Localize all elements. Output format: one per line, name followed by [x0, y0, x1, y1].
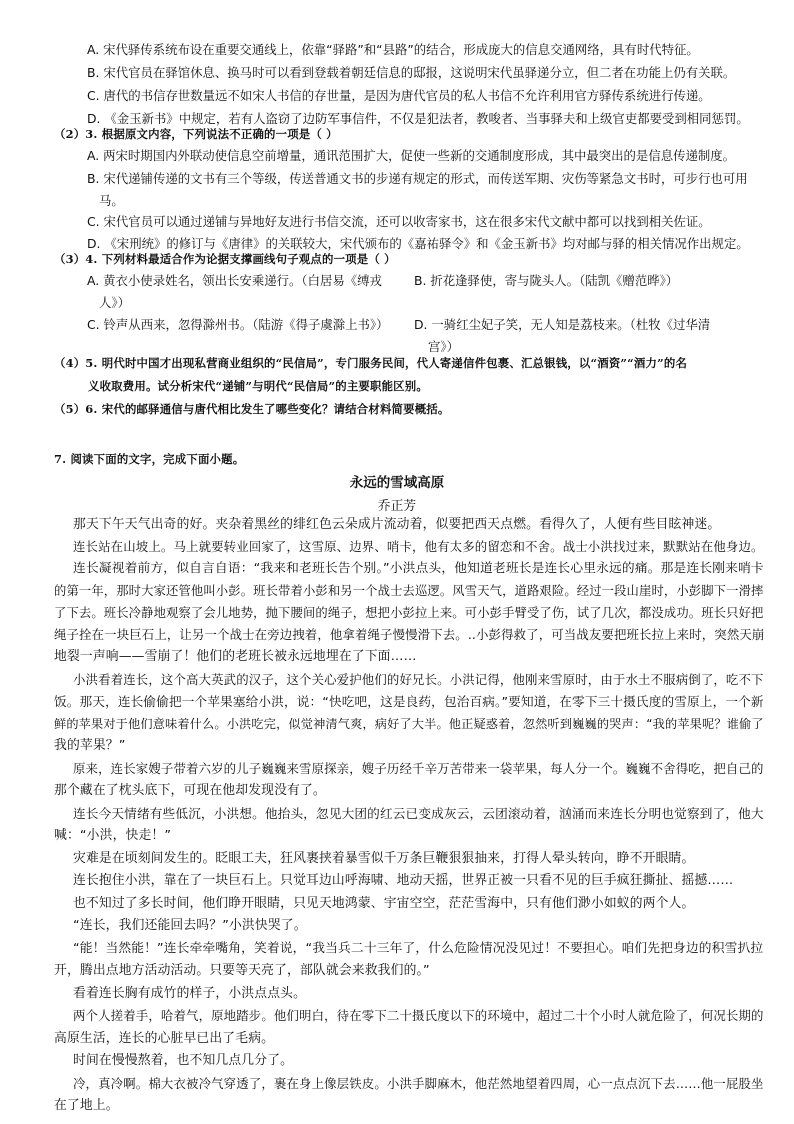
q6-1-option-c: C. 唐代的书信存世数量远不如宋人书信的存世量，是因为唐代官员的私人书信不允许利用官方驿传系统进行传递。 [87, 88, 711, 103]
story-line: 小洪看着连长，这个高大英武的汉子，这个关心爱护他们的好兄长。小洪记得，他刚来雪原时，由于水土不服病倒了，吃不下 [73, 672, 764, 687]
story-line: 那个藏在了枕头底下，可现在他却发现没有了。 [54, 783, 326, 798]
story-line: 时间在慢慢熬着，也不知几点几分了。 [73, 1053, 294, 1068]
story-line: 连长凝视着前方，似自言自语：“我来和老班长告个别。”小洪点头，他知道老班长是连长心里永远的痛。那是连长刚来哨卡 [73, 561, 764, 576]
story-line: 连长抱住小洪，靠在了一块巨石上。只觉耳边山呼海啸、地动天摇，世界正被一只看不见的巨手疯狂撕扯、摇撼…… [73, 873, 734, 888]
q6-2-option-b-cont: 马。 [99, 193, 124, 208]
story-line: “能！当然能！”连长牵牵嘴角，笑着说，“我当兵二十三年了，什么危险情况没见过！不要担心。咱们先把身边的积雪扒拉 [73, 941, 764, 956]
story-line: 原来，连长家嫂子带着六岁的儿子巍巍来雪原探亲，嫂子历经千辛万苦带来一袋苹果，每人分一个。巍巍不舍得吃，把自己的 [73, 761, 764, 776]
story-line: 地裂一声响——雪崩了！他们的老班长被永远地埋在了下面…… [54, 649, 417, 664]
story-line: 两个人搓着手，哈着气，原地踏步。他们明白，待在零下二十摄氏度以下的环境中，超过二十个小时人就危险了，何况长期的 [73, 1008, 764, 1023]
q6-2-option-d: D. 《宋刑统》的修订与《唐律》的关联较大，宋代颁布的《嘉祐驿令》和《金玉新书》均对邮与驿的相关情况作出规定。 [87, 236, 749, 251]
story-line: 灾难是在顷刻间发生的。眨眼工夫，狂风裹挟着暴雪似千万条巨鞭狠狠抽来，打得人晕头转向，睁不开眼睛。 [73, 851, 695, 866]
q6-4-line-2: 义收取费用。试分析宋代“递铺”与明代“民信局”的主要职能区别。 [88, 379, 428, 393]
q6-1-option-d: D. 《金玉新书》中规定，若有人盗窃了边防军事信件，不仅是犯法者，教唆者、当事驿夫和上级官吏都要受到相同惩罚。 [87, 111, 749, 126]
story-line: 看着连长胸有成竹的样子，小洪点点头。 [73, 986, 307, 1001]
story-line: 饭。那天，连长偷偷把一个苹果塞给小洪，说：“快吃吧，这是良药，包治百病。”要知道，在零下三十摄氏度的雪原上，一个新 [54, 694, 764, 709]
q6-5-stem: （5）6. 宋代的邮驿通信与唐代相比发生了哪些变化？请结合材料简要概括。 [54, 402, 450, 416]
q6-2-option-b: B. 宋代递铺传递的文书有三个等级，传送普通文书的步递有规定的形式，而传送军期、灾伤等紧急文书时，可步行也可用 [87, 171, 748, 186]
story-line: 连长今天情绪有些低沉，小洪想。他抬头，忽见大团的红云已变成灰云，云团滚动着，汹涌而来连长分明也觉察到了，他大 [73, 806, 764, 821]
story-line: 在了地上。 [54, 1098, 119, 1113]
story-line: 那天下午天气出奇的好。夹杂着黑丝的绯红色云朵成片流动着，似要把西天点燃。看得久了，人便有些目眩神迷。 [73, 517, 721, 532]
story-line: 也不知过了多长时间，他们睁开眼睛，只见天地鸿蒙、宇宙空空，茫茫雪海中，只有他们渺小如蚁的两个人。 [73, 896, 695, 911]
q6-2-option-a: A. 两宋时期国内外联动使信息空前增量，通讯范围扩大，促使一些新的交通制度形成，其中最突出的是信息传递制度。 [87, 148, 736, 163]
q6-1-option-b: B. 宋代官员在驿馆休息、换马时可以看到登载着朝廷信息的邸报，这说明宋代虽驿递分立，但二者在功能上仍有关联。 [87, 65, 736, 80]
q6-3-option-d-cont: 宫》） [428, 339, 459, 354]
story-line: 开，腾出点地方活动活动。只要等天亮了，部队就会来救我们的。” [54, 963, 430, 978]
q6-2-option-c: C. 宋代官员可以通过递铺与异地好友进行书信交流，还可以收寄家书，这在很多宋代文献中都可以找到相关佐证。 [87, 214, 711, 229]
q7-stem: 7. 阅读下面的文字，完成下面小题。 [54, 452, 245, 466]
story-line: 连长站在山坡上。马上就要转业回家了，这雪原、边界、哨卡，他有太多的留恋和不舍。战士小洪找过来，默默站在他身边。 [73, 539, 764, 554]
q6-3-option-b: B. 折花逢驿使，寄与陇头人。（陆凯《赠范晔》） [414, 273, 679, 288]
story-line: 高原生活，连长的心脏早已出了毛病。 [54, 1031, 275, 1046]
q6-1-option-a: A. 宋代驿传系统布设在重要交通线上，依靠“驿路”和“县路”的结合，形成庞大的信息交通网络，具有时代特征。 [87, 42, 699, 57]
story-line: 喊：“小洪，快走！” [54, 828, 172, 843]
q6-3-option-a: A. 黄衣小使录姓名，领出长安乘递行。（白居易《缚戎 [87, 273, 382, 288]
q6-3-option-a-cont: 人》） [99, 295, 130, 310]
story-line: 的第一年，那时大家还管他叫小彭。班长带着小彭和另一个战士去巡逻。风雪天气，道路艰险。经过一段山崖时，小彭脚下一滑摔 [54, 584, 764, 598]
story-title: 永远的雪域高原 [349, 475, 445, 491]
q6-4-line-1: （4）5. 明代时中国才出现私营商业组织的“民信局”，专门服务民间，代人寄递信件包裹、汇总银钱，以“酒资”“酒力”的名 [54, 356, 688, 370]
story-author: 乔正芳 [377, 499, 417, 514]
story-line: 了下去。班长冷静地观察了会儿地势，抛下腰间的绳子，想把小彭拉上来。可小彭手臂受了伤，试了几次，都没成功。班长只好把 [54, 606, 764, 620]
q6-3-option-d: D. 一骑红尘妃子笑，无人知是荔枝来。（杜牧《过华清 [414, 317, 711, 332]
q6-3-stem: （3）4. 下列材料最适合作为论据支撑画线句子观点的一项是（ ） [54, 252, 396, 266]
q6-2-stem: （2）3. 根据原文内容，下列说法不正确的一项是（ ） [54, 127, 338, 141]
q6-3-option-c: C. 铃声从西来，忽得滁州书。（陆游《得子虞滁上书》） [87, 317, 389, 332]
story-line: 绳子拴在一块巨石上，让另一个战士在旁边拽着，他拿着绳子慢慢滑下去。..小彭得救了，可当战友要把班长拉上来时，突然天崩 [54, 627, 765, 642]
story-line: 我的苹果？” [54, 738, 126, 753]
story-line: 鲜的苹果对于他们意味着什么。小洪吃完，似觉神清气爽，病好了大半。他正疑惑着，忽然听到巍巍的哭声：“我的苹果呢？谁偷了 [54, 717, 764, 731]
story-line: “连长，我们还能回去吗？”小洪快哭了。 [73, 918, 307, 933]
story-line: 冷，真冷啊。棉大衣被冷气穿透了，裹在身上像层铁皮。小洪手脚麻木，他茫然地望着四周，心一点点沉下去……他一屁股坐 [73, 1076, 764, 1091]
